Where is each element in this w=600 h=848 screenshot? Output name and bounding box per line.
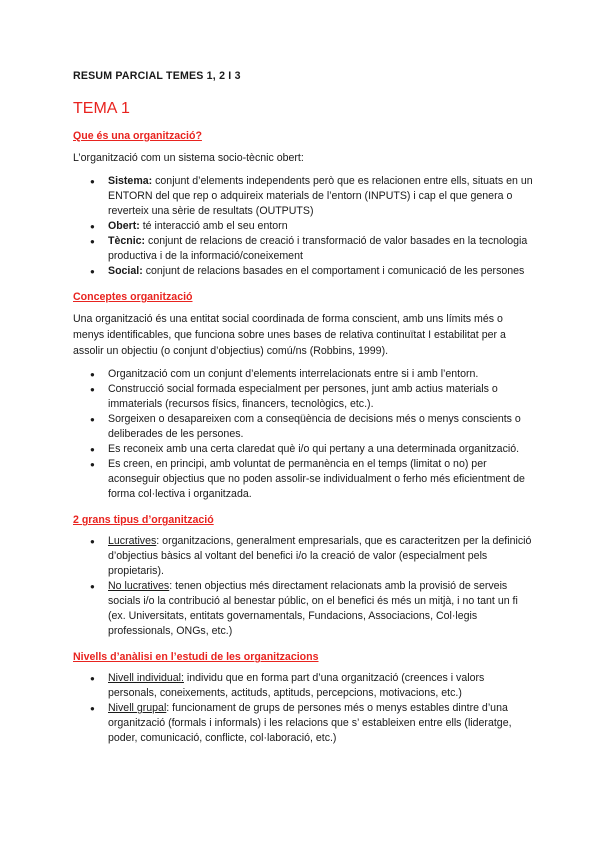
- list-item: ● Organització com un conjunt d’elements interrelacionats entre si i amb l’entorn.: [108, 367, 533, 382]
- section-intro: Una organització és una entitat social coordinada de forma conscient, amb uns límits més o menys identificables, que funciona sobre unes bases de relativa continuïtat I estabilitat per a assolir un objectiu (o conjunt d’objectius) comú/ns (Robbins, 1999).: [73, 313, 506, 357]
- item-text: conjunt de relacions de creació i transformació de valor basades en la tecnologia productiva i de la informació/coneixement: [108, 235, 528, 262]
- item-text: : organitzacions, generalment empresarials, que es caracteritzen per la definició d’objectius bàsics al voltant del benefici i/o la creació de valor (especialment pels propietaris).: [108, 535, 532, 577]
- document-title: RESUM PARCIAL TEMES 1, 2 I 3: [73, 70, 241, 82]
- term: Obert:: [108, 220, 140, 232]
- list-item: ● Sorgeixen o desapareixen com a conseqüència de decisions més o menys conscients o deliberades de les persones.: [108, 412, 533, 442]
- bullet-list: [73, 367, 533, 502]
- topic-heading: TEMA 1: [73, 100, 130, 117]
- section-title: 2 grans tipus d’organització: [73, 514, 214, 526]
- list-item: [108, 219, 533, 234]
- bullet-list: [73, 671, 533, 746]
- term: Social:: [108, 265, 143, 277]
- item-text: : tenen objectius més directament relacionats amb la provisió de serveis socials i/o la contribució al benestar públic, on el benefici és més un mitjà, i no tant un fi (ex. Universitats, entitats governamentals, Fundacions, Associacions, Col·legis professionals, ONGs, etc.): [108, 580, 518, 637]
- section-title: Que és una organització?: [73, 130, 202, 142]
- term: Sistema:: [108, 175, 153, 187]
- item-text: conjunt de relacions basades en el comportament i comunicació de les persones: [142, 265, 525, 277]
- item-text: : funcionament de grups de persones més o menys estables dintre d’una organització (formals i informals) i les relacions que s’ estableixen entre ells (lideratge, poder, comunicació, conflicte, col·laboració, etc.): [108, 702, 512, 744]
- bullet-list: [73, 534, 533, 639]
- list-item: [108, 234, 533, 264]
- term: Nivell grupal: [108, 702, 167, 714]
- list-item: ● Construcció social formada especialment per persones, junt amb actius materials o immaterials (recursos físics, financers, tecnològics, etc.).: [108, 382, 533, 412]
- list-item: [108, 264, 533, 279]
- list-item: ● Es reconeix amb una certa claredat què i/o qui pertany a una determinada organització.: [108, 442, 533, 457]
- document-page: [73, 70, 533, 758]
- list-item: [108, 534, 533, 579]
- list-item: [108, 579, 533, 639]
- list-item: [108, 701, 533, 746]
- item-text: té interacció amb el seu entorn: [139, 220, 288, 232]
- item-text: conjunt d’elements independents però que es relacionen entre ells, situats en un ENTORN del que rep o adquireix materials de l’entorn (INPUTS) i cap el que genera o reverteix una sèrie de resultats (OUTPUTS): [108, 175, 533, 217]
- term: Lucratives: [108, 535, 157, 547]
- bullet-list: [73, 174, 533, 279]
- term: Tècnic:: [108, 235, 146, 247]
- section-title: Nivells d’anàlisi en l’estudi de les organitzacions: [73, 651, 319, 663]
- list-item: [108, 174, 533, 219]
- section-title: Conceptes organització: [73, 291, 193, 303]
- term: No lucratives: [108, 580, 170, 592]
- list-item: ● Es creen, en principi, amb voluntat de permanència en el temps (limitat o no) per aconseguir objectius que no poden assolir-se individualment o ferho més eficientment de forma col·lectiva i organitzada.: [108, 457, 533, 502]
- term: Nivell individual:: [108, 672, 184, 684]
- item-text: individu que en forma part d’una organització (creences i valors personals, coneixements, actituds, aptituds, percepcions, motivacions, etc.): [108, 672, 485, 699]
- section-intro: L’organització com un sistema socio-tècnic obert:: [73, 152, 304, 164]
- list-item: [108, 671, 533, 701]
